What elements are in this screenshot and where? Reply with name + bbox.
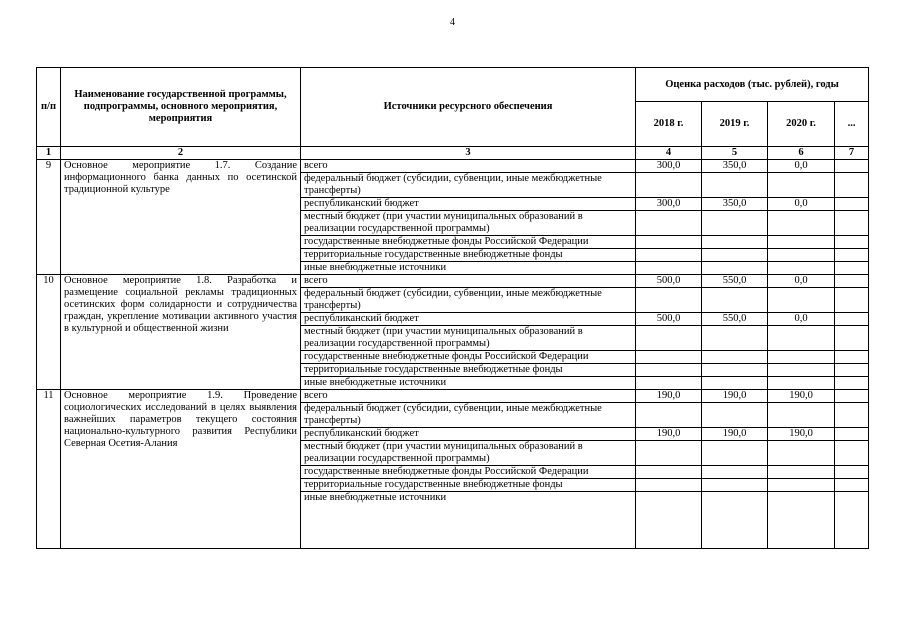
header-year-more: ... <box>835 102 869 147</box>
expense-value <box>835 198 869 211</box>
expense-value <box>835 479 869 492</box>
funding-source: республиканский бюджет <box>301 428 636 441</box>
expense-value <box>835 492 869 549</box>
expense-value: 500,0 <box>636 275 702 288</box>
activity-name: Основное мероприятие 1.8. Разработка и размещение социальной рекламы традиционных осетинских форм солидарности и сотрудничества граждан, укрепление мотивации активного участия в культурной и общественной жизни <box>61 275 301 390</box>
expense-value <box>636 466 702 479</box>
expense-value <box>702 326 768 351</box>
expense-value <box>835 173 869 198</box>
expense-value <box>702 377 768 390</box>
expense-value <box>835 288 869 313</box>
funding-source: территориальные государственные внебюджетные фонды <box>301 479 636 492</box>
expense-value <box>636 351 702 364</box>
expense-value: 300,0 <box>636 198 702 211</box>
expense-value <box>768 262 835 275</box>
expense-value <box>768 249 835 262</box>
expense-value <box>835 364 869 377</box>
resource-table <box>36 67 869 549</box>
funding-source: республиканский бюджет <box>301 313 636 326</box>
expense-value <box>835 351 869 364</box>
expense-value <box>768 351 835 364</box>
column-number: 2 <box>61 147 301 160</box>
expense-value <box>636 441 702 466</box>
expense-value: 0,0 <box>768 160 835 173</box>
expense-value: 190,0 <box>768 428 835 441</box>
expense-value: 190,0 <box>636 428 702 441</box>
expense-value <box>835 466 869 479</box>
expense-value <box>835 403 869 428</box>
expense-value <box>768 492 835 549</box>
expense-value <box>702 236 768 249</box>
expense-value <box>835 428 869 441</box>
expense-value <box>636 479 702 492</box>
expense-value <box>835 441 869 466</box>
expense-value: 350,0 <box>702 198 768 211</box>
funding-source: местный бюджет (при участии муниципальных образований в реализации государственной программы) <box>301 326 636 351</box>
activity-name: Основное мероприятие 1.7. Создание информационного банка данных по осетинской традиционной культуре <box>61 160 301 275</box>
expense-value <box>636 326 702 351</box>
header-year-2018: 2018 г. <box>636 102 702 147</box>
expense-value <box>768 173 835 198</box>
column-number: 6 <box>768 147 835 160</box>
column-number: 7 <box>835 147 869 160</box>
column-number: 1 <box>37 147 61 160</box>
header-year-2020: 2020 г. <box>768 102 835 147</box>
table-row <box>37 275 869 288</box>
header-year-2019: 2019 г. <box>702 102 768 147</box>
funding-source: местный бюджет (при участии муниципальных образований в реализации государственной программы) <box>301 441 636 466</box>
funding-source: иные внебюджетные источники <box>301 492 636 549</box>
expense-value <box>768 479 835 492</box>
expense-value <box>768 236 835 249</box>
expense-value <box>636 492 702 549</box>
expense-value <box>702 479 768 492</box>
expense-value <box>636 173 702 198</box>
funding-source: всего <box>301 390 636 403</box>
expense-value <box>835 390 869 403</box>
expense-value <box>835 313 869 326</box>
expense-value <box>702 403 768 428</box>
activity-number: 10 <box>37 275 61 390</box>
funding-source: республиканский бюджет <box>301 198 636 211</box>
activity-number: 9 <box>37 160 61 275</box>
expense-value: 0,0 <box>768 275 835 288</box>
expense-value: 550,0 <box>702 313 768 326</box>
expense-value <box>702 351 768 364</box>
header-sources: Источники ресурсного обеспечения <box>301 68 636 147</box>
expense-value <box>636 403 702 428</box>
activity-name: Основное мероприятие 1.9. Проведение социологических исследований в целях выявления важнейших параметров текущего состояния национально-культурного развития Республики Северная Осетия-Алания <box>61 390 301 549</box>
header-name: Наименование государственной программы, подпрограммы, основного мероприятия, мероприятия <box>61 68 301 147</box>
expense-value <box>702 262 768 275</box>
funding-source: территориальные государственные внебюджетные фонды <box>301 364 636 377</box>
funding-source: федеральный бюджет (субсидии, субвенции, иные межбюджетные трансферты) <box>301 288 636 313</box>
column-number: 5 <box>702 147 768 160</box>
funding-source: всего <box>301 275 636 288</box>
expense-value <box>636 262 702 275</box>
expense-value <box>835 160 869 173</box>
expense-value <box>768 403 835 428</box>
funding-source: иные внебюджетные источники <box>301 262 636 275</box>
expense-value <box>835 262 869 275</box>
expense-value <box>835 236 869 249</box>
expense-value <box>702 466 768 479</box>
table-body <box>37 160 869 549</box>
expense-value <box>636 377 702 390</box>
expense-value <box>768 211 835 236</box>
header-row-top <box>37 68 869 102</box>
column-number: 4 <box>636 147 702 160</box>
expense-value <box>636 364 702 377</box>
funding-source: местный бюджет (при участии муниципальных образований в реализации государственной программы) <box>301 211 636 236</box>
expense-value: 190,0 <box>768 390 835 403</box>
page-number: 4 <box>450 17 455 28</box>
funding-source: государственные внебюджетные фонды Российской Федерации <box>301 466 636 479</box>
expense-value <box>702 249 768 262</box>
expense-value <box>835 275 869 288</box>
expense-value: 0,0 <box>768 198 835 211</box>
expense-value: 190,0 <box>636 390 702 403</box>
funding-source: государственные внебюджетные фонды Российской Федерации <box>301 236 636 249</box>
expense-value <box>636 236 702 249</box>
expense-value <box>702 288 768 313</box>
expense-value <box>636 211 702 236</box>
header-expenses: Оценка расходов (тыс. рублей), годы <box>636 68 869 102</box>
expense-value <box>702 173 768 198</box>
expense-value <box>702 364 768 377</box>
expense-value <box>835 326 869 351</box>
table-row <box>37 390 869 403</box>
expense-value <box>702 441 768 466</box>
column-number: 3 <box>301 147 636 160</box>
funding-source: территориальные государственные внебюджетные фонды <box>301 249 636 262</box>
expense-value <box>835 211 869 236</box>
column-number-row <box>37 147 869 160</box>
expense-value: 550,0 <box>702 275 768 288</box>
expense-value <box>636 249 702 262</box>
expense-value: 350,0 <box>702 160 768 173</box>
expense-value: 500,0 <box>636 313 702 326</box>
expense-value <box>702 492 768 549</box>
expense-value <box>768 466 835 479</box>
funding-source: иные внебюджетные источники <box>301 377 636 390</box>
expense-value <box>768 288 835 313</box>
funding-source: всего <box>301 160 636 173</box>
expense-value <box>835 249 869 262</box>
expense-value: 0,0 <box>768 313 835 326</box>
expense-value <box>636 288 702 313</box>
expense-value: 300,0 <box>636 160 702 173</box>
expense-value <box>768 326 835 351</box>
funding-source: федеральный бюджет (субсидии, субвенции, иные межбюджетные трансферты) <box>301 173 636 198</box>
expense-value <box>768 364 835 377</box>
expense-value <box>835 377 869 390</box>
table-row <box>37 160 869 173</box>
header-nn: п/п <box>37 68 61 147</box>
activity-number: 11 <box>37 390 61 549</box>
expense-value: 190,0 <box>702 428 768 441</box>
expense-value <box>768 441 835 466</box>
funding-source: федеральный бюджет (субсидии, субвенции, иные межбюджетные трансферты) <box>301 403 636 428</box>
expense-value <box>702 211 768 236</box>
expense-value: 190,0 <box>702 390 768 403</box>
expense-value <box>768 377 835 390</box>
funding-source: государственные внебюджетные фонды Российской Федерации <box>301 351 636 364</box>
